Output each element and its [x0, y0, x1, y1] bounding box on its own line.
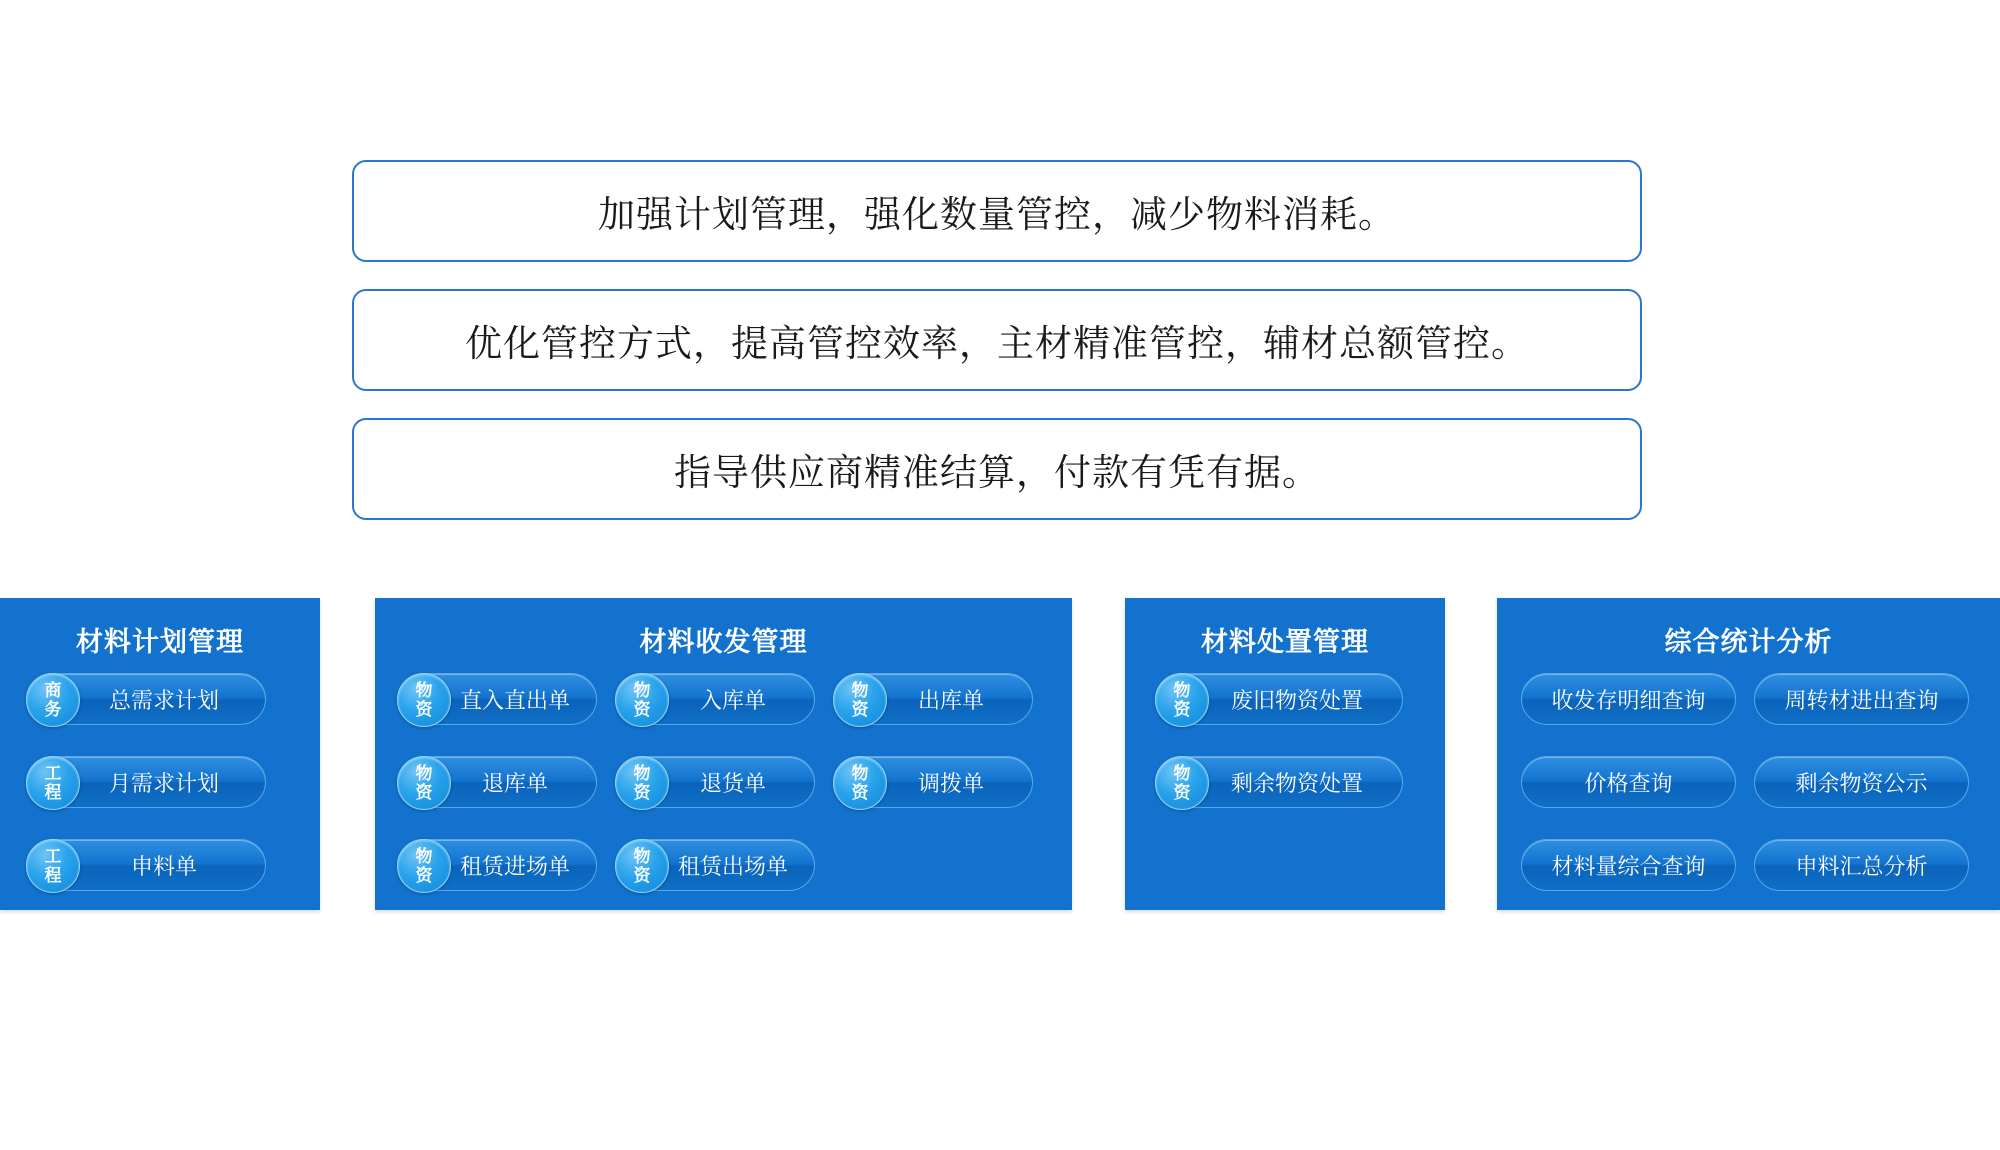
- badge-char: 物: [851, 681, 869, 700]
- panel-title: 材料处置管理: [1201, 627, 1369, 657]
- role-badge-icon: [26, 839, 80, 893]
- pill-label: 材料量综合查询: [1551, 853, 1706, 879]
- list-item[interactable]: [26, 756, 266, 808]
- pill[interactable]: [1754, 839, 1969, 891]
- badge-char: 物: [633, 847, 651, 866]
- role-badge-icon: [1155, 756, 1209, 810]
- list-item[interactable]: [1155, 756, 1403, 808]
- badge-char: 物: [415, 847, 433, 866]
- role-badge-icon: [615, 839, 669, 893]
- badge-char: 工: [44, 764, 62, 783]
- pill[interactable]: [1521, 756, 1736, 808]
- pill[interactable]: [1521, 839, 1736, 891]
- list-item[interactable]: [1521, 839, 1736, 891]
- role-badge-icon: [397, 673, 451, 727]
- panel-title: 材料收发管理: [639, 627, 808, 657]
- pill-label: 价格查询: [1584, 770, 1673, 796]
- badge-char: 物: [1173, 681, 1191, 700]
- panel-material-disposal-management: [1125, 598, 1445, 910]
- pill-label: 退货单: [699, 770, 766, 796]
- badge-char: 资: [633, 866, 651, 885]
- list-item[interactable]: [397, 673, 597, 725]
- statement-text: 指导供应商精准结算，付款有凭有据。: [674, 452, 1320, 493]
- panel-items: [1125, 673, 1445, 857]
- pill-label: 剩余物资公示: [1795, 770, 1928, 796]
- panel-title: 综合统计分析: [1664, 627, 1833, 657]
- badge-char: 物: [633, 681, 651, 700]
- role-badge-icon: [397, 839, 451, 893]
- badge-char: 资: [633, 783, 651, 802]
- list-item[interactable]: [1754, 839, 1969, 891]
- badge-char: 资: [851, 700, 869, 719]
- statement-text: 优化管控方式，提高管控效率，主材精准管控，辅材总额管控。: [465, 323, 1529, 364]
- statement-text: 加强计划管理，强化数量管控，减少物料消耗。: [598, 194, 1396, 235]
- list-item[interactable]: [615, 839, 815, 891]
- list-item[interactable]: [833, 756, 1033, 808]
- badge-char: 商: [44, 681, 62, 700]
- pill-label: 直入直出单: [459, 687, 570, 713]
- panel-comprehensive-statistical-analysis: [1497, 598, 2000, 910]
- list-item[interactable]: [397, 839, 597, 891]
- badge-char: 物: [851, 764, 869, 783]
- panel-items: [1497, 673, 2000, 940]
- badge-char: 工: [44, 847, 62, 866]
- module-panels-row: [0, 598, 2000, 910]
- badge-char: 资: [633, 700, 651, 719]
- badge-char: 资: [415, 783, 433, 802]
- statement-banner-2: [352, 289, 1642, 391]
- list-item[interactable]: [1754, 756, 1969, 808]
- role-badge-icon: [26, 756, 80, 810]
- pill-label: 申料单: [130, 853, 197, 879]
- statement-banner-1: [352, 160, 1642, 262]
- badge-char: 资: [415, 866, 433, 885]
- list-item[interactable]: [1155, 673, 1403, 725]
- badge-char: 资: [1173, 700, 1191, 719]
- badge-char: 资: [1173, 783, 1191, 802]
- pill-label: 出库单: [917, 687, 984, 713]
- pill[interactable]: [1521, 673, 1736, 725]
- panel-items: [375, 673, 1072, 940]
- badge-char: 程: [44, 783, 62, 802]
- role-badge-icon: [26, 673, 80, 727]
- panel-title: 材料计划管理: [76, 627, 244, 657]
- role-badge-icon: [397, 756, 451, 810]
- list-item[interactable]: [1521, 673, 1736, 725]
- badge-char: 资: [851, 783, 869, 802]
- badge-char: 物: [415, 764, 433, 783]
- pill-label: 总需求计划: [108, 687, 219, 713]
- list-item[interactable]: [615, 756, 815, 808]
- badge-char: 物: [415, 681, 433, 700]
- pill-label: 退库单: [481, 770, 548, 796]
- list-item[interactable]: [1521, 756, 1736, 808]
- list-item[interactable]: [397, 756, 597, 808]
- pill-label: 调拨单: [917, 770, 984, 796]
- pill-label: 周转材进出查询: [1784, 687, 1939, 713]
- role-badge-icon: [833, 756, 887, 810]
- pill-label: 剩余物资处置: [1230, 770, 1363, 796]
- badge-char: 程: [44, 866, 62, 885]
- pill-label: 月需求计划: [108, 770, 219, 796]
- list-item[interactable]: [1754, 673, 1969, 725]
- list-item[interactable]: [26, 673, 266, 725]
- list-item[interactable]: [615, 673, 815, 725]
- panel-items: [0, 673, 320, 940]
- panel-material-receipt-delivery-management: [375, 598, 1072, 910]
- badge-char: 物: [633, 764, 651, 783]
- pill-label: 收发存明细查询: [1551, 687, 1706, 713]
- statement-banner-3: [352, 418, 1642, 520]
- statements-group: [352, 160, 1642, 547]
- role-badge-icon: [615, 673, 669, 727]
- badge-char: 资: [415, 700, 433, 719]
- pill-label: 入库单: [699, 687, 766, 713]
- pill-label: 租赁进场单: [459, 853, 570, 879]
- role-badge-icon: [1155, 673, 1209, 727]
- pill[interactable]: [1754, 673, 1969, 725]
- badge-char: 务: [44, 700, 62, 719]
- pill[interactable]: [1754, 756, 1969, 808]
- list-item[interactable]: [833, 673, 1033, 725]
- role-badge-icon: [615, 756, 669, 810]
- pill-label: 租赁出场单: [677, 853, 788, 879]
- role-badge-icon: [833, 673, 887, 727]
- badge-char: 物: [1173, 764, 1191, 783]
- panel-material-plan-management: [0, 598, 320, 910]
- pill-label: 申料汇总分析: [1795, 853, 1928, 879]
- list-item[interactable]: [26, 839, 266, 891]
- pill-label: 废旧物资处置: [1230, 687, 1363, 713]
